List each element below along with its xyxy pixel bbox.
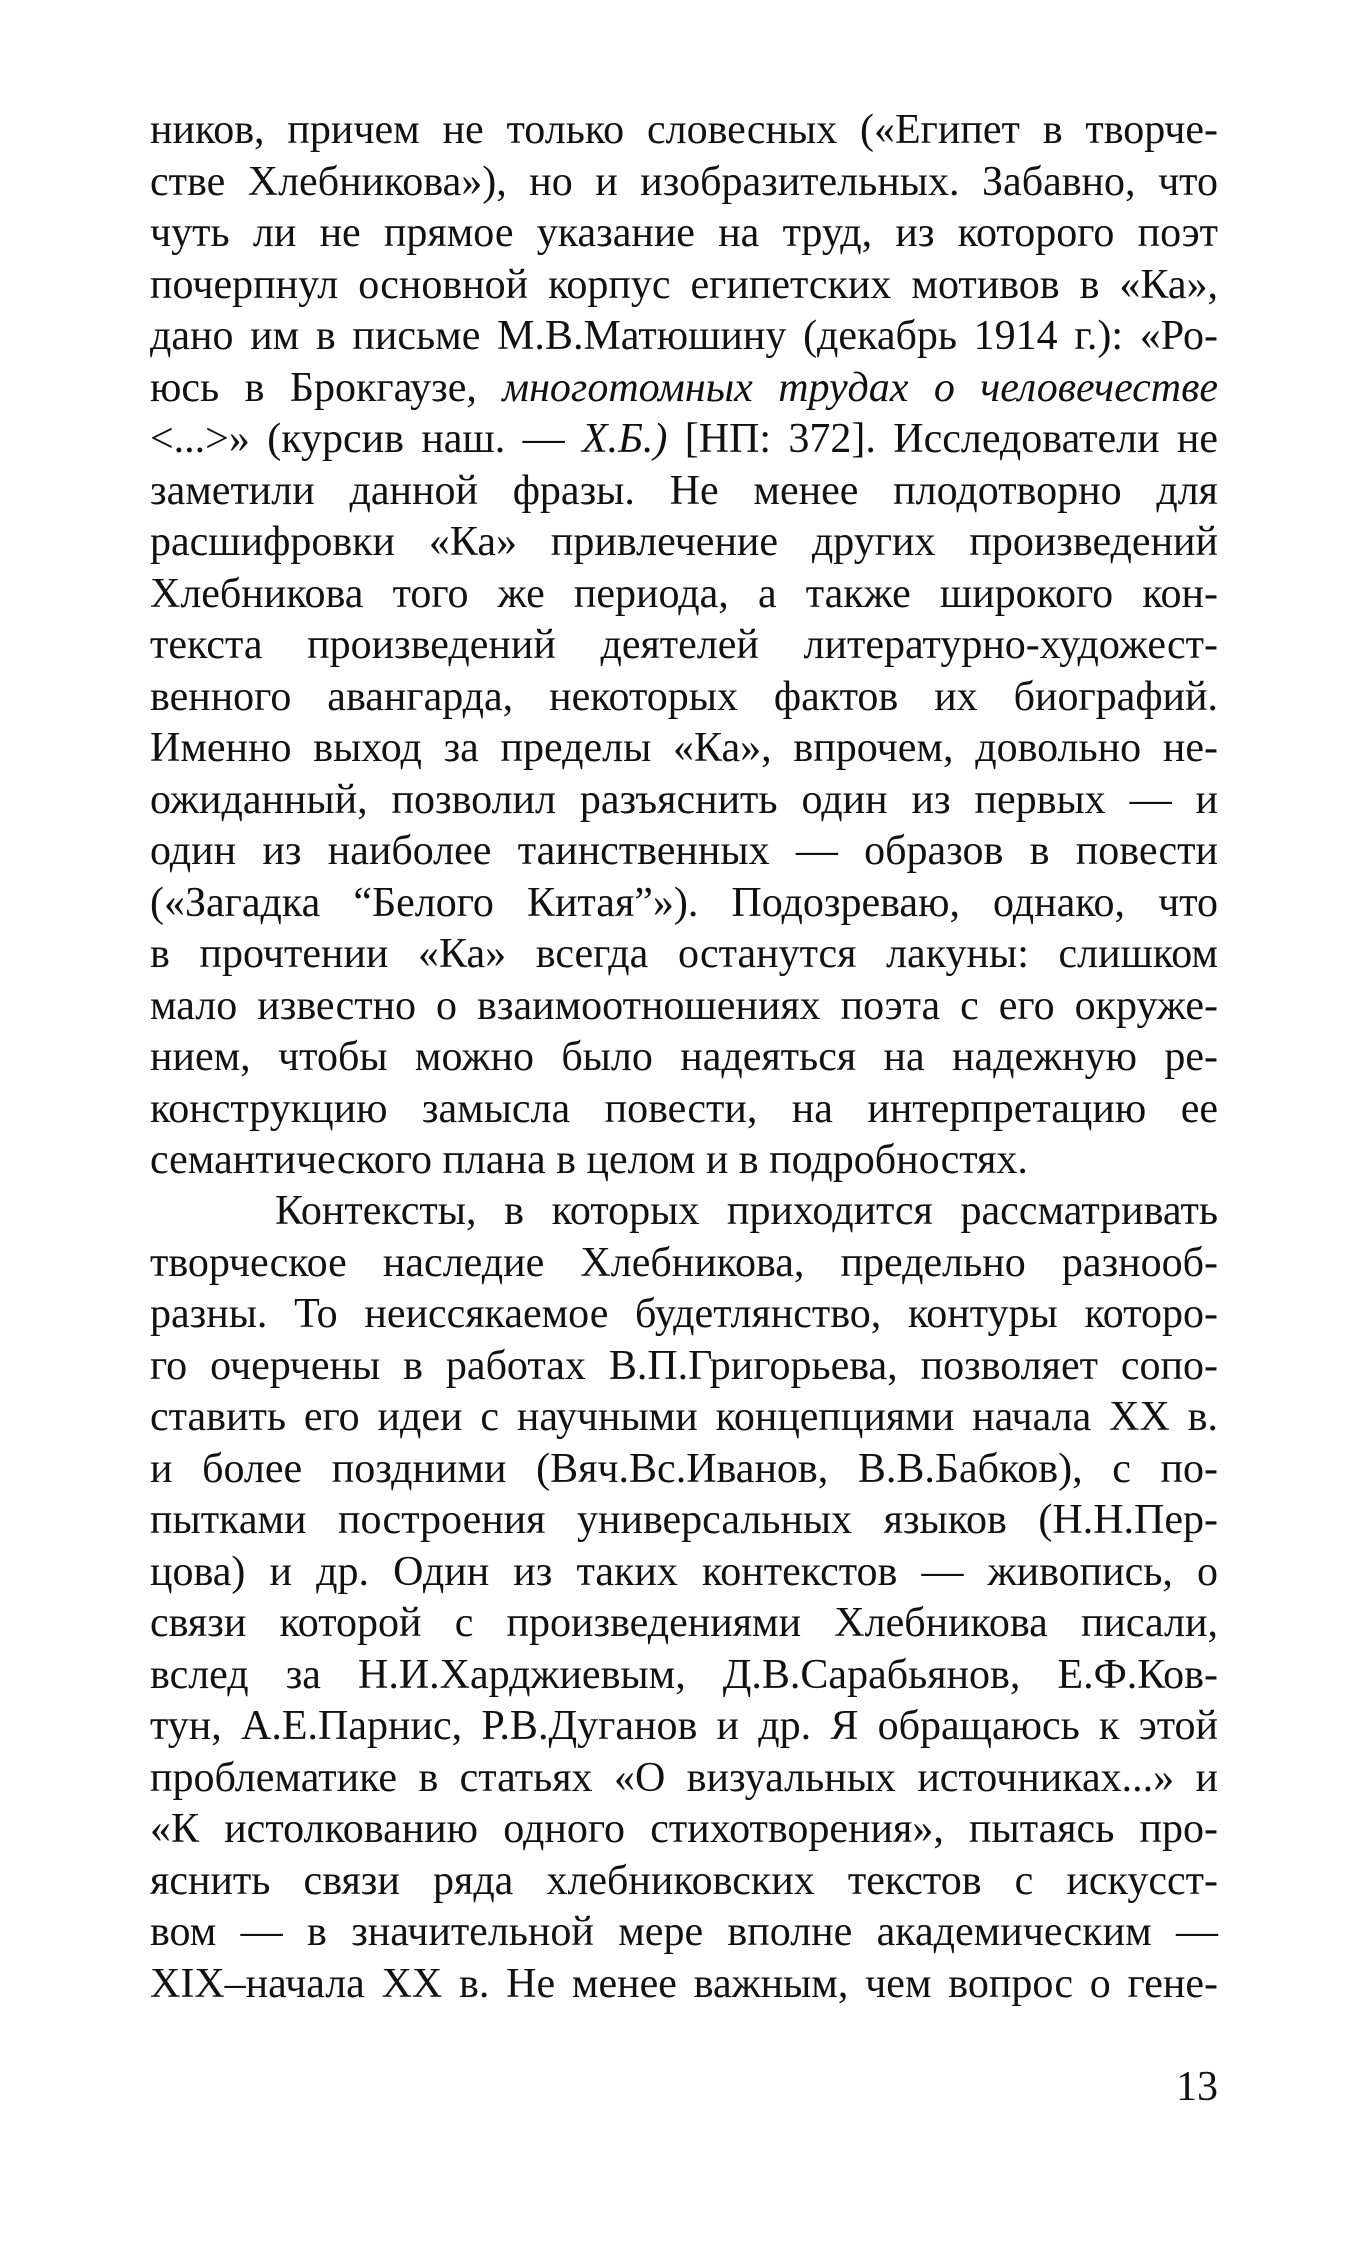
text-line: яснить связи ряда хлебниковских текстов с искусст- [150,1857,1218,1904]
text-line: («Загадка “Белого Китая”»). Подозреваю, однако, что [150,879,1218,926]
text-line: цова) и др. Один из таких контекстов — живопись, о [150,1548,1218,1595]
text-line: тун, А.Е.Парнис, Р.В.Дуганов и др. Я обращаюсь к этой [150,1703,1218,1749]
text-line: дано им в письме М.В.Матюшину (декабрь 1914 г.): «Ро- [150,313,1218,359]
text-line: творческое наследие Хлебникова, предельно разнооб- [150,1239,1218,1286]
text-line: венного авангарда, некоторых фактов их биографий. [150,673,1218,720]
paragraph-1 [150,105,1218,1187]
text-line: XIX–начала XX в. Не менее важным, чем вопрос о гене- [150,1960,1218,2007]
italic-segment: многотомных трудах о человечестве [502,364,1218,411]
text-line: вслед за Н.И.Харджиевым, Д.В.Сарабьянов, Е.Ф.Ков- [150,1651,1218,1698]
page-number: 13 [1176,2064,1218,2110]
text-line: расшифровки «Ка» привлечение других произведений [150,519,1218,565]
text-line: проблематике в статьях «О визуальных источниках...» и [150,1754,1218,1801]
text-line: связи которой с произведениями Хлебникова писали, [150,1600,1218,1646]
italic-segment: Х.Б.) [581,416,668,462]
text-line: ставить его идеи с научными концепциями начала XX в. [150,1394,1218,1440]
text-line-mixed [150,414,1218,466]
text-line: один из наиболее таинственных — образов в повести [150,828,1218,874]
text-line-mixed [150,363,1218,415]
text-line: конструкцию замысла повести, на интерпретацию ее [150,1085,1218,1132]
text-line: разны. То неиссякаемое будетлянство, контуры которо- [150,1291,1218,1337]
paragraph-2 [150,1186,1218,2010]
text-line: Хлебникова того же периода, а также широкого кон- [150,570,1218,617]
text-line: ожиданный, позволил разъяснить один из первых — и [150,776,1218,823]
text-line: текста произведений деятелей литературно-художест- [150,622,1218,668]
text-segment: юсь в Брокгаузе, [150,364,477,411]
text-line: го очерчены в работах В.П.Григорьева, позволяет сопо- [150,1342,1218,1389]
text-line: Именно выход за пределы «Ка», впрочем, довольно не- [150,725,1218,771]
text-line: вом — в значительной мере вполне академическим — [150,1909,1218,1955]
text-line: мало известно о взаимоотношениях поэта с его окруже- [150,982,1218,1029]
text-line: нием, чтобы можно было надеяться на надежную ре- [150,1034,1218,1080]
text-line: и более поздними (Вяч.Вс.Иванов, В.В.Бабков), с по- [150,1445,1218,1492]
text-line: чуть ли не прямое указание на труд, из которого поэт [150,210,1218,256]
text-segment: <...>» (курсив наш. — [150,416,565,462]
text-segment: [НП: 372]. Исследователи не [684,416,1219,462]
text-line: стве Хлебникова»), но и изобразительных. Забавно, что [150,158,1218,205]
text-line: заметили данной фразы. Не менее плодотворно для [150,467,1218,514]
text-line: «К истолкованию одного стихотворения», пытаясь про- [150,1806,1218,1852]
text-line: ников, причем не только словесных («Египет в творче- [150,107,1218,153]
text-line: семантического плана в целом и в подробностях. [150,1137,1028,1183]
text-line: пытками построения универсальных языков (Н.Н.Пер- [150,1497,1218,1543]
text-line: почерпнул основной корпус египетских мотивов в «Ка», [150,261,1218,308]
text-line: Контексты, в которых приходится рассматривать [275,1188,1218,1234]
text-line: в прочтении «Ка» всегда останутся лакуны: слишком [150,931,1218,977]
